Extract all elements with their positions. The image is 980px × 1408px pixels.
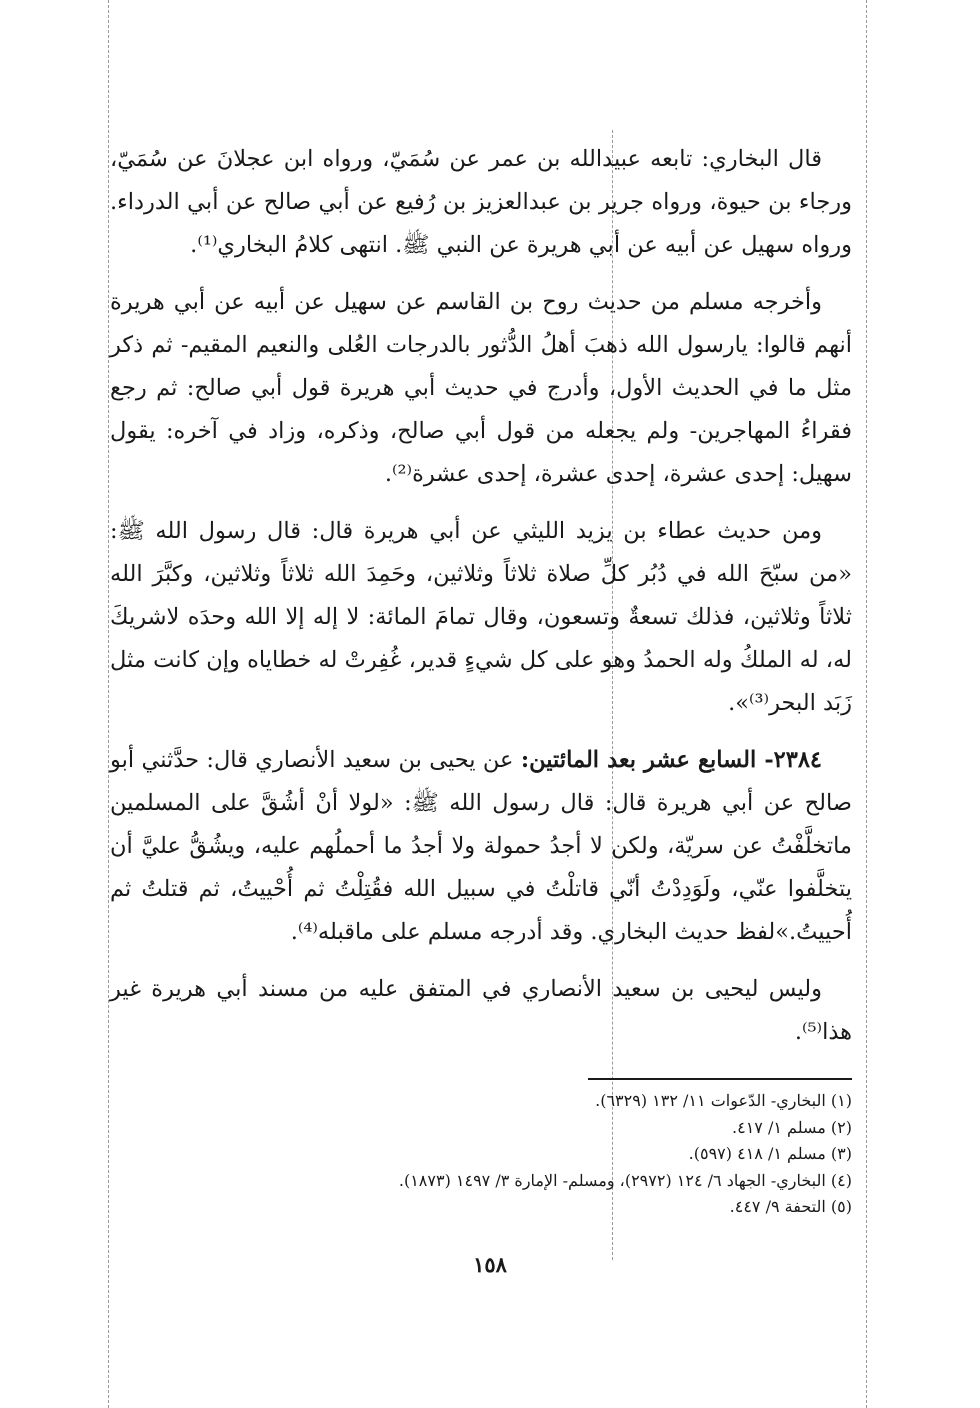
- footnote-5: (٥) التحفة ٩/ ٤٤٧.: [729, 1197, 852, 1216]
- footnotes: [110, 1088, 852, 1221]
- main-text: [110, 138, 852, 1068]
- footnote-1: (١) البخاري- الدّعوات ١١/ ١٣٢ (٦٣٢٩).: [595, 1091, 852, 1110]
- paragraph-bukhari-note: قال البخاري: تابعه عبيدالله بن عمر عن سُمَيّ، ورواه ابن عجلانَ عن سُمَيّ، ورجاء بن حيوة، ورواه جرير بن عبدالعزيز بن رُفيع عن أبي صالح عن أبي الدرداء. ورواه سهيل عن أبيه عن أبي هريرة عن النبي ﷺ. انتهى كلامُ البخاري⁽¹⁾.: [110, 146, 852, 258]
- scan-artifact-line: [866, 0, 867, 1408]
- footnote-separator: [588, 1078, 852, 1080]
- paragraph-muslim-narration: وأخرجه مسلم من حديث روح بن القاسم عن سهيل عن أبيه عن أبي هريرة أنهم قالوا: يارسول الله ذهبَ أهلُ الدُّثور بالدرجات العُلى والنعيم المقيم- ثم ذكر مثل ما في الحديث الأول، وأدرج في حديث أبي هريرة قول أبي صالح: ثم رجع فقراءُ المهاجرين- ولم يجعله من قول أبي صالح، وذكره، وزاد في آخره: يقول سهيل: إحدى عشرة، إحدى عشرة، إحدى عشرة⁽²⁾.: [110, 289, 852, 487]
- paragraph-closing: وليس ليحيى بن سعيد الأنصاري في المتفق عليه من مسند أبي هريرة غير هذا⁽⁵⁾.: [110, 976, 852, 1045]
- scan-artifact-line: [108, 0, 109, 1408]
- hadith-body: عن يحيى بن سعيد الأنصاري قال: حدَّثني أبو صالح عن أبي هريرة قال: قال رسول الله ﷺ: «لولا أنْ أشُقَّ على المسلمين ماتخلَّفْتُ عن سريّة، ولكن لا أجدُ حمولة ولا أجدُ ما أحملُهم عليه، ويشُقُّ عليَّ أن يتخلَّفوا عنّي، ولَوَدِدْتُ أنّي قاتلْتُ في سبيل الله فقُتِلْتُ ثم أُحْييتُ، ثم قتلتُ ثم أُحييتُ.»لفظ حديث البخاري. وقد أدرجه مسلم على ماقبله⁽⁴⁾.: [110, 747, 852, 945]
- paragraph-ata-hadith: ومن حديث عطاء بن يزيد الليثي عن أبي هريرة قال: قال رسول الله ﷺ: «من سبّحَ الله في دُبُر كلِّ صلاة ثلاثاً وثلاثين، وحَمِدَ الله ثلاثاً وثلاثين، وكبَّرَ الله ثلاثاً وثلاثين، فذلك تسعةٌ وتسعون، وقال تمامَ المائة: لا إله إلا الله وحدَه لاشريكَ له، له الملكُ وله الحمدُ وهو على كل شيءٍ قدير، غُفِرتْ له خطاياه وإن كانت مثل زَبَد البحر⁽³⁾».: [110, 518, 852, 716]
- hadith-heading: ٢٣٨٤- السابع عشر بعد المائتين:: [520, 747, 822, 773]
- footnote-3: (٣) مسلم ١/ ٤١٨ (٥٩٧).: [688, 1144, 852, 1163]
- hadith-2384: [110, 739, 852, 954]
- footnote-2: (٢) مسلم ١/ ٤١٧.: [732, 1117, 852, 1137]
- footnote-4: (٤) البخاري- الجهاد ٦/ ١٢٤ (٢٩٧٢)، ومسلم- الإمارة ٣/ ١٤٩٧ (١٨٧٣).: [398, 1170, 852, 1190]
- page-number: ١٥٨: [473, 1252, 507, 1277]
